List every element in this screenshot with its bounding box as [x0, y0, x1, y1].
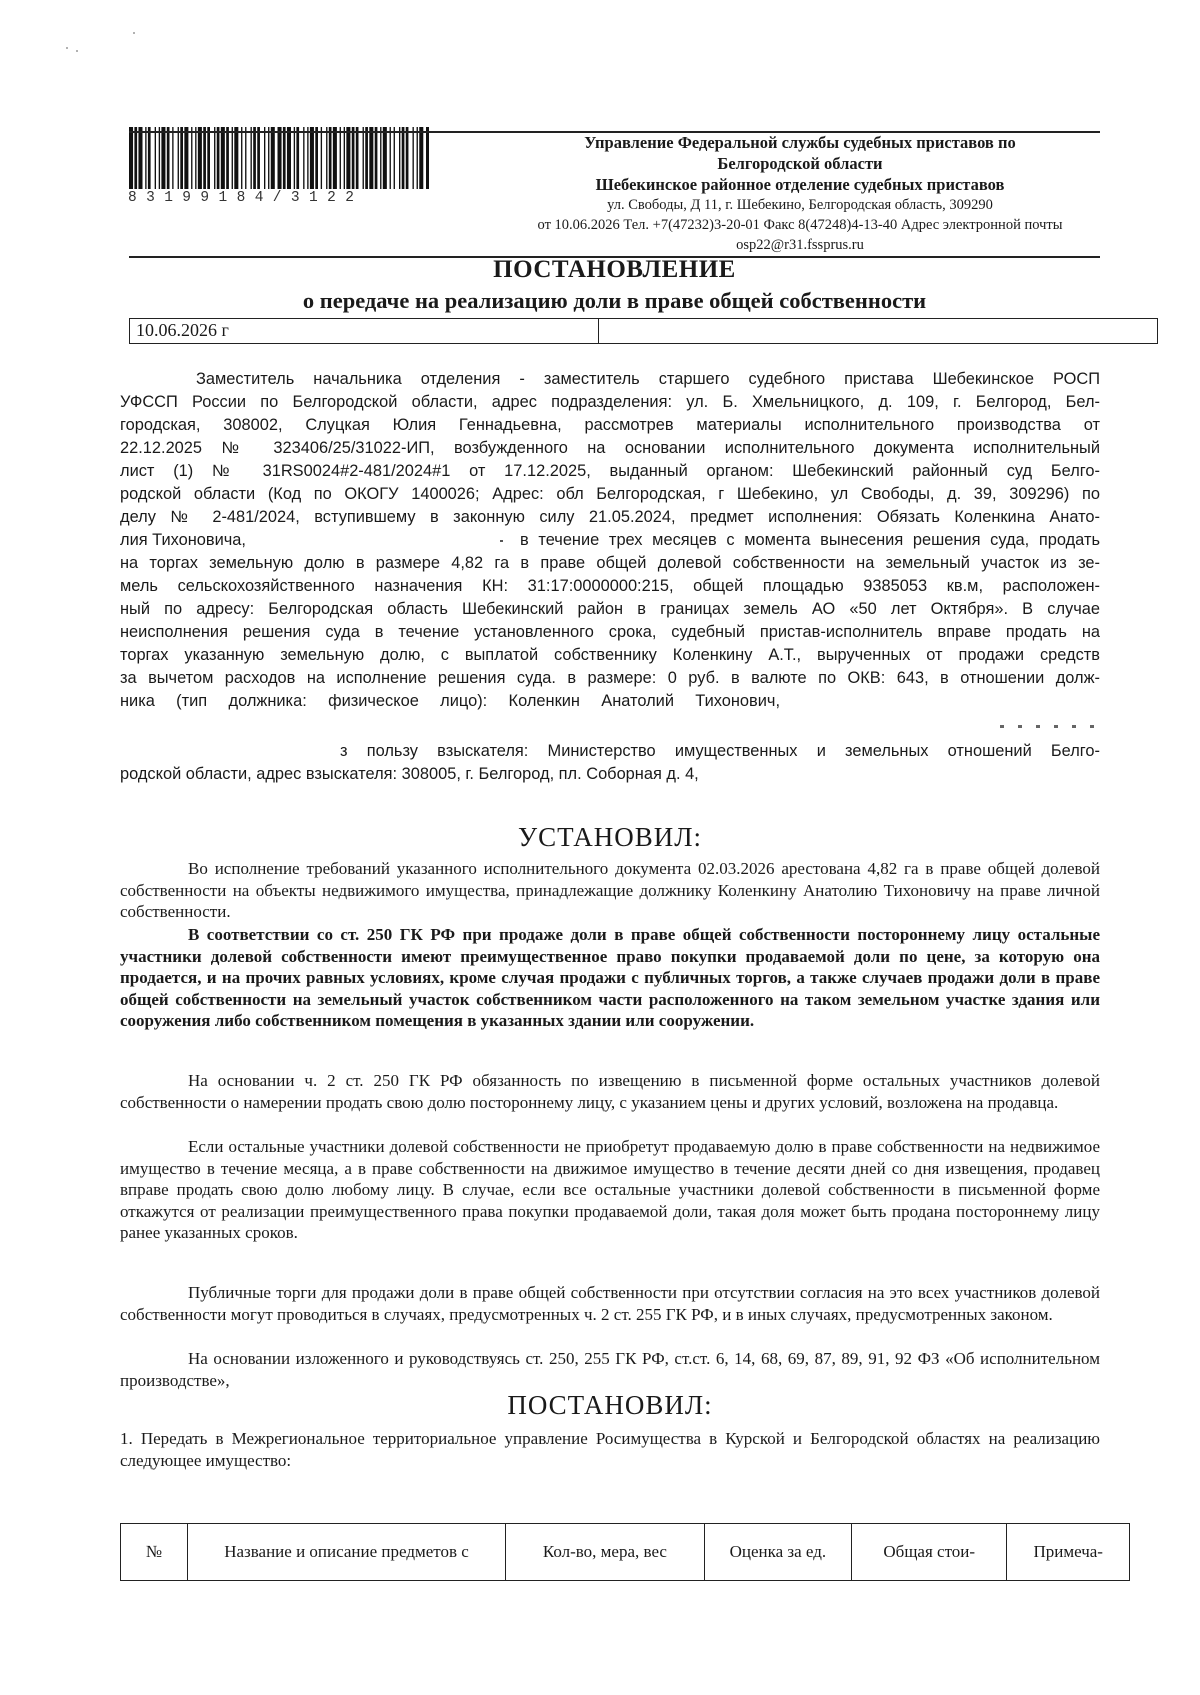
barcode-bar [129, 127, 133, 189]
agency-name-line2: Белгородской области [717, 154, 883, 173]
barcode-bar [159, 127, 160, 189]
barcode-bar [303, 127, 304, 189]
barcode-bar [321, 127, 322, 189]
barcode-bar [178, 127, 179, 189]
barcode-bar [234, 127, 238, 189]
document-date: 10.06.2026 г [136, 320, 229, 340]
barcode-bar [134, 127, 137, 189]
barcode-bar [315, 127, 318, 189]
barcode-bar [426, 127, 429, 189]
paragraph-grounds: На основании изложенного и руководствуясь ст. 250, 255 ГК РФ, ст.ст. 6, 14, 68, 69, 87, 89, 91, 92 ФЗ «Об исполнительном производстве», [120, 1349, 1100, 1390]
section-heading-established: УСТАНОВИЛ: [517, 822, 703, 852]
barcode-bar [221, 127, 225, 189]
paragraph-arrest: Во исполнение требований указанного исполнительного документа 02.03.2026 арестована 4,82 га в праве общей долевой собственности на объекты недвижимого имущества, принадлежащие должнику Коленкину Анатолию Тихоновичу на праве личной собственности. [120, 859, 1100, 922]
barcode-bar [245, 127, 246, 189]
table-header-cell: Название и описание предметов с [187, 1524, 505, 1581]
barcode-bar [365, 127, 368, 189]
intro-line: Заместитель начальника отделения - заместитель старшего судебного пристава Шебекинское РОСП [196, 370, 1100, 388]
barcode-bar [346, 127, 350, 189]
redaction-remnant [500, 540, 503, 542]
barcode-bar [145, 127, 146, 189]
barcode-bar [363, 127, 364, 189]
barcode-bar [184, 127, 188, 189]
barcode-bar [380, 127, 381, 189]
barcode-bar [226, 127, 229, 189]
barcode-bar [352, 127, 355, 189]
intro-line: лия Тихоновича, [120, 531, 246, 549]
intro-line: родской области (Код по ОКОГУ 1400026; Адрес: обл Белгородская, г Шебекино, ул Свободы, д. 39, 309296) по [120, 485, 1100, 503]
barcode-bar [329, 127, 332, 189]
table-header-cell: Примеча- [1007, 1524, 1130, 1581]
intro-line: родской области, адрес взыскателя: 308005, г. Белгород, пл. Соборная д. 4, [120, 765, 699, 783]
barcode-bar [155, 127, 156, 189]
intro-line: торгах указанную земельную долю, с выплатой собственнику Коленкину А.Т., вырученных от продажи средств [120, 646, 1100, 664]
scan-speck [133, 32, 135, 34]
intro-line: лист (1) № 31RS0024#2-481/2024#1 от 17.12.2025, выданный органом: Шебекинский районный суд Белго- [120, 462, 1100, 480]
table-header-cell: № [121, 1524, 188, 1581]
barcode-bar [294, 127, 295, 189]
paragraph-legal-basis-bold: В соответствии со ст. 250 ГК РФ при продаже доли в праве общей собственности постороннему лицу остальные участники долевой собственности имеют преимущественное право покупки продаваемой доли по цене, за которую она продается, и на прочих равных условиях, кроме случая продажи с публичных торгов, а также случаев продажи доли в праве общей собственности на земельный участок собственником части расположенного на таком земельном участке здания или сооружения либо собственником помещения в указанных здании или сооружении. [120, 925, 1100, 1031]
barcode-bar [419, 127, 423, 189]
barcode-bar [344, 127, 345, 189]
barcode-bar [264, 127, 265, 189]
barcode [129, 127, 429, 189]
barcode-bar [417, 127, 418, 189]
table-header-cell: Кол-во, мера, вес [506, 1524, 705, 1581]
barcode-bar [203, 127, 206, 189]
barcode-bar [198, 127, 202, 189]
department-contacts: от 10.06.2026 Тел. +7(47232)3-20-01 Факс 8(47248)4-13-40 Адрес электронной почты [537, 217, 1063, 233]
barcode-bar [180, 127, 183, 189]
barcode-bar [172, 127, 173, 189]
intro-line: УФССП России по Белгородской области, адрес подразделения: ул. Б. Хмельницкого, д. 109, г. Белгород, Бел- [120, 393, 1100, 411]
barcode-bar [268, 127, 269, 189]
department-name: Шебекинское районное отделение судебных приставов [595, 175, 1005, 194]
empty-field [597, 318, 1158, 344]
intro-line: делу № 2-481/2024, вступившему в законную силу 21.05.2024, предмет исполнения: Обязать Коленкина Анато- [120, 508, 1100, 526]
scan-speck [76, 50, 78, 52]
resolution-item-1: 1. Передать в Межрегиональное территориальное управление Росимущества в Курской и Белгородской областях на реализацию следующее имущество: [120, 1429, 1100, 1470]
date-field [129, 318, 599, 344]
barcode-bar [195, 127, 196, 189]
document-subtitle: о передаче на реализацию доли в праве общей собственности [302, 288, 927, 313]
agency-block [500, 132, 1100, 255]
barcode-bar [138, 127, 142, 189]
table-header-cell: Оценка за ед. [704, 1524, 851, 1581]
department-email: osp22@r31.fssprus.ru [736, 237, 864, 253]
barcode-bar [214, 127, 215, 189]
barcode-bar [406, 127, 409, 189]
barcode-bar [310, 127, 314, 189]
intro-line: в течение трех месяцев с момента вынесения решения суда, продать [520, 531, 1100, 549]
barcode-bar [399, 127, 400, 189]
property-table [120, 1523, 1130, 1581]
redaction-remnant [1000, 725, 1100, 728]
barcode-bar [402, 127, 405, 189]
intro-line: городская, 308002, Слуцкая Юлия Геннадьевна, рассмотрев материалы исполнительного производства от [120, 416, 1100, 434]
barcode-bar [390, 127, 391, 189]
intro-line: 22.12.2025 № 323406/25/31022-ИП, возбужденного на основании исполнительного документа исполнительный [120, 439, 1100, 457]
barcode-bar [161, 127, 165, 189]
barcode-bar [271, 127, 275, 189]
intro-line: з пользу взыскателя: Министерство имущественных и земельных отношений Белго- [340, 742, 1100, 760]
paragraph-notification: На основании ч. 2 ст. 250 ГК РФ обязанность по извещению в письменной форме остальных участников долевой собственности о намерении продать свою долю постороннему лицу, с указанием цены и других условий, возложена на продавца. [120, 1071, 1100, 1112]
intro-line: ный по адресу: Белгородская область Шебекинский район в границах земель АО «50 лет Октября». В случае [120, 600, 1100, 618]
barcode-bar [326, 127, 327, 189]
section-heading-resolved: ПОСТАНОВИЛ: [507, 1390, 713, 1420]
barcode-bar [253, 127, 256, 189]
agency-name-line1: Управление Федеральной службы судебных приставов по [584, 133, 1016, 152]
barcode-bar [383, 127, 387, 189]
intro-line: мель сельскохозяйственного назначения КН: 31:17:0000000:215, общей площадью 9385053 кв.м, расположен- [120, 577, 1100, 595]
table-header-cell: Общая стои- [851, 1524, 1006, 1581]
barcode-bar [413, 127, 414, 189]
scan-speck [66, 47, 68, 49]
barcode-bar [333, 127, 337, 189]
barcode-bar [356, 127, 359, 189]
barcode-bar [375, 127, 378, 189]
barcode-bar [340, 127, 341, 189]
barcode-number: 83199184/3122 [128, 190, 364, 206]
barcode-bar [369, 127, 373, 189]
intro-line: ника (тип должника: физическое лицо): Коленкин Анатолий Тихонович, [120, 692, 780, 710]
barcode-bar [257, 127, 260, 189]
barcode-bar [241, 127, 242, 189]
barcode-bar [287, 127, 291, 189]
barcode-bar [307, 127, 308, 189]
barcode-bar [167, 127, 170, 189]
paragraph-public-auction: Публичные торги для продажи доли в праве общей собственности при отсутствии согласия на это всех участников долевой собственности могут проводиться в случаях, предусмотренных ч. 2 ст. 255 ГК РФ, и в иных случаях, предусмотренных законом. [120, 1283, 1100, 1324]
barcode-bar [148, 127, 151, 189]
department-address: ул. Свободы, Д 11, г. Шебекино, Белгородская область, 309290 [607, 197, 993, 213]
barcode-bar [278, 127, 282, 189]
barcode-bar [283, 127, 286, 189]
barcode-bar [217, 127, 220, 189]
document-title: ПОСТАНОВЛЕНИЕ [493, 256, 736, 283]
paragraph-preemptive-right: Если остальные участники долевой собственности не приобретут продаваемую долю в праве собственности на недвижимое имущество в течение месяца, а в праве собственности на движимое имущество в течение десяти дней со дня извещения, продавец вправе продать свою долю любому лицу. В случае, если все остальные участники долевой собственности в письменной форме откажутся от реализации преимущественного права покупки продаваемой доли, такая доля может быть продана постороннему лицу ранее указанных сроков. [120, 1137, 1100, 1243]
barcode-bar [296, 127, 299, 189]
table-header-row [121, 1524, 1130, 1581]
barcode-bar [232, 127, 233, 189]
barcode-bar [207, 127, 210, 189]
barcode-bar [191, 127, 192, 189]
barcode-bar [251, 127, 252, 189]
intro-line: на торгах земельную долю в размере 4,82 га в праве общей долевой собственности на земельный участок из зе- [120, 554, 1100, 572]
barcode-bar [394, 127, 395, 189]
intro-line: за вычетом расходов на исполнение решения суда. в размере: 0 руб. в валюте по ОКВ: 643, в отношении долж- [120, 669, 1100, 687]
intro-line: неисполнения решения суда в течение установленного срока, судебный пристав-исполнитель вправе продать на [120, 623, 1100, 641]
